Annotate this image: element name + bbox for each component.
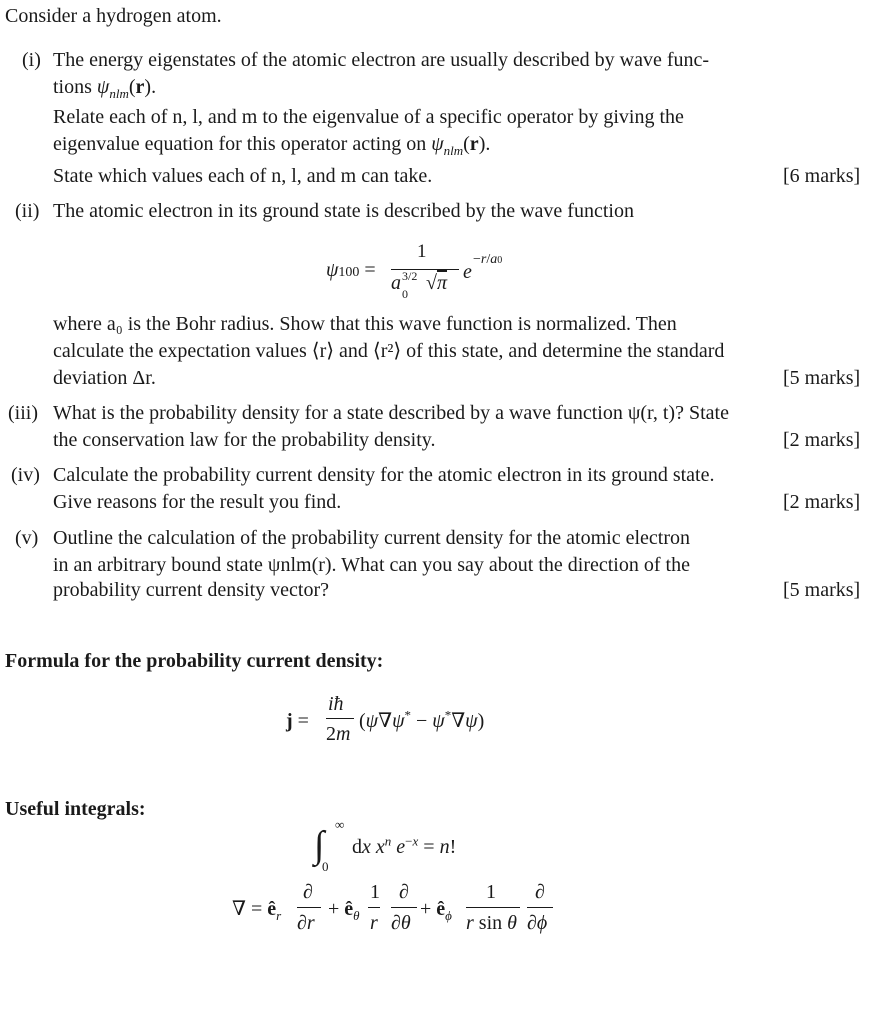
intro-text: Consider a hydrogen atom.: [5, 5, 222, 27]
part-line: The atomic electron in its ground state is described by the wave function: [53, 200, 634, 222]
formula-heading: Formula for the probability current density:: [5, 650, 384, 672]
part-line: Calculate the probability current density for the atomic electron in its ground state.: [53, 464, 715, 486]
integrals-heading: Useful integrals:: [5, 798, 146, 820]
part-line: the conservation law for the probability density.: [53, 429, 436, 451]
marks-label: [5 marks]: [783, 367, 861, 389]
part-line: eigenvalue equation for this operator acting on $\psi_{nlm}(r)$.: [53, 133, 491, 158]
part-line: What is the probability density for a state described by a wave function ψ(r, t)? State: [53, 402, 729, 424]
part-number: (iv): [11, 464, 40, 486]
part-number: (iii): [8, 402, 38, 424]
part-line: State which values each of n, l, and m can take.: [53, 165, 433, 187]
part-line: in an arbitrary bound state ψnlm(r). What can you say about the direction of the: [53, 554, 690, 576]
marks-label: [2 marks]: [783, 491, 861, 513]
part-number: (v): [15, 527, 39, 549]
marks-label: [2 marks]: [783, 429, 861, 451]
part-line: where a₀ is the Bohr radius. Show that this wave function is normalized. Then: [53, 313, 677, 335]
part-line: probability current density vector?: [53, 579, 330, 601]
part-line: Relate each of n, l, and m to the eigenvalue of a specific operator by giving the: [53, 106, 684, 128]
marks-label: [6 marks]: [783, 165, 861, 187]
part-line: deviation Δr.: [53, 367, 156, 389]
part-line: calculate the expectation values ⟨r⟩ and ⟨r²⟩ of this state, and determine the standard: [53, 340, 725, 362]
part-number: (ii): [15, 200, 40, 222]
marks-label: [5 marks]: [783, 579, 861, 601]
part-line: Give reasons for the result you find.: [53, 491, 342, 513]
part-line: tions $\psi_{nlm}(r)$.: [53, 76, 157, 101]
part-line: Outline the calculation of the probability current density for the atomic electron: [53, 527, 691, 549]
part-line: The energy eigenstates of the atomic electron are usually described by wave func-: [53, 49, 710, 71]
part-number: (i): [22, 49, 41, 71]
